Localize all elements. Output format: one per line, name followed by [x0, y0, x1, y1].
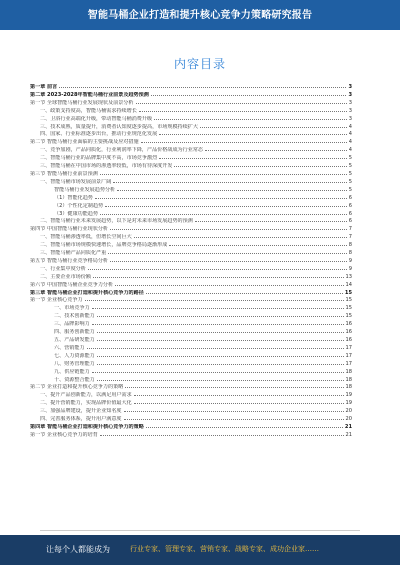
toc-entry-title: 第一节 全球智能马桶行业发展现状及前景分析: [30, 99, 134, 106]
toc-entry[interactable]: [30, 305, 352, 313]
toc-entry-title: 十、资源整合能力: [54, 376, 95, 383]
toc-entry-page: 17: [345, 344, 352, 351]
toc-leader-dots: [100, 435, 344, 436]
toc-entry[interactable]: [30, 392, 352, 400]
toc-entry-page: 4: [348, 131, 352, 138]
toc-leader-dots: [108, 253, 347, 254]
toc-entry-page: 6: [348, 210, 352, 217]
toc-entry-title: 第一章 前言: [30, 84, 58, 90]
toc-leader-dots: [87, 348, 344, 349]
footer-slogan: 让每个人都能成为: [46, 545, 110, 554]
toc-entry-page: 3: [348, 84, 352, 90]
toc-entry-page: 4: [348, 147, 352, 154]
toc-entry-page: 15: [345, 305, 352, 312]
toc-entry[interactable]: [30, 242, 352, 250]
toc-entry-title: 第四节 中国智能马桶行业现状分析: [30, 226, 109, 233]
toc-entry-page: 5: [348, 170, 352, 177]
footer-divider: [40, 530, 360, 531]
toc-entry-title: 四、服务创新能力: [54, 329, 95, 336]
toc-leader-dots: [113, 182, 346, 183]
toc-leader-dots: [139, 111, 347, 112]
toc-leader-dots: [154, 119, 347, 120]
toc-entry-title: 八、财务管理能力: [54, 360, 95, 367]
toc-entry-page: 3: [348, 99, 352, 106]
toc-entry[interactable]: [30, 313, 352, 321]
toc-entry-page: 5: [348, 178, 352, 185]
toc-entry[interactable]: [30, 100, 352, 108]
toc-entry-page: 3: [348, 115, 352, 122]
toc-entry-page: 9: [348, 265, 352, 272]
toc-entry-title: 第六节 中国智能马桶企业竞争力分析: [30, 281, 114, 288]
toc-entry-page: 6: [348, 218, 352, 225]
toc-entry-title: 智能马桶行业发展趋势分析: [54, 186, 116, 193]
toc-entry-page: 20: [345, 416, 352, 423]
toc-entry[interactable]: [30, 250, 352, 258]
toc-entry-page: 7: [348, 234, 352, 241]
toc-entry-title: （2）个性化定制趋势: [54, 202, 104, 209]
toc-leader-dots: [146, 427, 343, 428]
toc-entry[interactable]: [30, 179, 352, 187]
toc-entry-title: 三、加强品牌建设，提升企业知名度: [40, 408, 122, 415]
toc-entry[interactable]: [30, 353, 352, 361]
toc-entry-page: 17: [345, 352, 352, 359]
toc-entry-page: 15: [345, 313, 352, 320]
toc-entry-page: 18: [345, 376, 352, 383]
toc-entry-page: 20: [345, 408, 352, 415]
toc-entry[interactable]: [30, 258, 352, 266]
toc-entry-title: 二、卫浴行业高端化升级，带动智能马桶消费升级: [40, 115, 153, 122]
toc-entry-page: 4: [348, 123, 352, 130]
toc-entry-page: 5: [348, 163, 352, 170]
toc-entry-title: 二、技术创新能力: [54, 313, 95, 320]
toc-entry-title: 七、人力资源能力: [54, 352, 95, 359]
toc-entry[interactable]: [30, 187, 352, 195]
toc-entry-title: 一、政策支持度高，智能马桶需求持续增长: [40, 107, 137, 114]
footer-tagline: 行业专家、管理专家、营销专家、战略专家、成功企业家……: [130, 545, 319, 553]
toc-entry-title: 第四章 智能马桶企业打造和提升核心竞争力的策略: [30, 423, 144, 430]
toc-leader-dots: [134, 395, 344, 396]
toc-entry[interactable]: [30, 124, 352, 132]
toc-entry-page: 21: [345, 431, 352, 438]
toc-entry-page: 3: [348, 91, 352, 98]
toc-leader-dots: [195, 221, 347, 222]
toc-entry[interactable]: [30, 84, 352, 92]
toc-entry[interactable]: [30, 116, 352, 124]
toc-entry-page: 18: [345, 368, 352, 375]
toc-entry[interactable]: [30, 297, 352, 305]
toc-leader-dots: [100, 214, 347, 215]
toc-entry-page: 16: [345, 321, 352, 328]
toc-entry[interactable]: [30, 274, 352, 282]
toc-entry[interactable]: [30, 369, 352, 377]
toc-leader-dots: [110, 229, 347, 230]
toc-entry-title: 四、国家、行业标准逐步出台，推动行业规范化发展: [40, 131, 158, 138]
toc-entry[interactable]: [30, 266, 352, 274]
toc-entry-page: 18: [345, 384, 352, 391]
toc-entry-title: 第二节 智能马桶行业面临的主要挑战及应对措施: [30, 139, 139, 146]
toc-entry[interactable]: [30, 337, 352, 345]
toc-entry-page: 7: [348, 226, 352, 233]
toc-entry-title: 九、供应链能力: [54, 368, 90, 375]
toc-entry-title: 第五节 智能马桶行业竞争格局分析: [30, 257, 109, 264]
page-header: [0, 0, 400, 30]
toc-leader-dots: [88, 269, 347, 270]
toc-leader-dots: [159, 158, 347, 159]
report-title: 智能马桶企业打造和提升核心竞争力策略研究报告: [87, 10, 313, 21]
toc-leader-dots: [97, 380, 344, 381]
toc-leader-dots: [174, 166, 346, 167]
toc-entry-title: 第一节 企业核心竞争力: [30, 297, 83, 304]
toc-entry[interactable]: [30, 282, 352, 290]
toc-leader-dots: [134, 237, 347, 238]
toc-entry[interactable]: [30, 155, 352, 163]
toc-leader-dots: [110, 261, 347, 262]
toc-leader-dots: [92, 308, 344, 309]
toc-entry[interactable]: [30, 408, 352, 416]
toc-entry-title: 一、行业集中度分析: [40, 265, 86, 272]
toc-entry-page: 9: [348, 257, 352, 264]
toc-entry[interactable]: [30, 195, 352, 203]
toc-entry-page: 4: [348, 139, 352, 146]
toc-leader-dots: [92, 324, 344, 325]
toc-entry-title: 一、竞争加剧，产品同质化，行业利润率下降，产品价格战成为行业常态: [40, 147, 204, 154]
toc-entry[interactable]: [30, 384, 352, 392]
toc-entry-page: 8: [348, 242, 352, 249]
toc-leader-dots: [92, 372, 344, 373]
toc-entry-title: 第三章 智能马桶企业打造和提升核心竞争力的路径: [30, 289, 144, 296]
toc-entry[interactable]: [30, 234, 352, 242]
toc-entry-title: 二、智能马桶市场规模快速增长，品牌竞争格局逐渐形成: [40, 242, 168, 249]
toc-leader-dots: [85, 300, 344, 301]
toc-entry-title: 一、智能马桶市场发展前景广阔: [40, 178, 112, 185]
toc-entry[interactable]: [30, 432, 352, 440]
toc-entry-title: 三、智能马桶在中国市场的渗透率较低，市场有待深度开发: [40, 163, 173, 170]
toc-entry[interactable]: [30, 218, 352, 226]
toc-entry[interactable]: [30, 92, 352, 100]
toc-leader-dots: [159, 134, 347, 135]
toc-leader-dots: [97, 340, 344, 341]
toc-leader-dots: [93, 277, 344, 278]
toc-entry[interactable]: [30, 226, 352, 234]
toc-leader-dots: [105, 206, 347, 207]
toc-leader-dots: [125, 387, 343, 388]
toc-leader-dots: [146, 293, 343, 294]
toc-entry[interactable]: [30, 131, 352, 139]
toc-entry[interactable]: [30, 377, 352, 385]
toc-entry-page: 5: [348, 155, 352, 162]
toc-entry-title: 第三节 智能马桶行业前景预测: [30, 170, 98, 177]
toc-entry-page: 21: [344, 423, 352, 430]
toc-entry[interactable]: [30, 321, 352, 329]
toc-entry[interactable]: [30, 416, 352, 424]
toc-entry-title: 六、营销能力: [54, 344, 85, 351]
toc-entry-title: 第二节 企业打造和提升核心竞争力的策略: [30, 384, 124, 391]
toc-entry-page: 3: [348, 107, 352, 114]
toc-entry-title: 五、产品研发能力: [54, 337, 95, 343]
toc-leader-dots: [200, 127, 347, 128]
toc-leader-dots: [97, 364, 344, 365]
toc-entry-page: 15: [344, 289, 352, 296]
toc-leader-dots: [205, 150, 347, 151]
toc-entry-title: （1）智能化趋势: [54, 194, 93, 201]
toc-entry-page: 15: [345, 297, 352, 304]
toc-entry-page: 6: [348, 202, 352, 209]
toc-entry[interactable]: [30, 163, 352, 171]
toc-entry-title: 第一节 企业核心竞争力的培育: [30, 431, 98, 438]
toc-entry-title: （3）健康功能趋势: [54, 210, 98, 217]
toc-entry[interactable]: [30, 139, 352, 147]
toc-entry-title: 二、智能马桶行业的品牌集中度不高，市场竞争激烈: [40, 155, 158, 162]
toc-leader-dots: [97, 332, 344, 333]
toc-leader-dots: [124, 419, 344, 420]
toc-entry-page: 8: [348, 250, 352, 257]
toc-leader-dots: [169, 245, 346, 246]
toc-entry-page: 16: [345, 337, 352, 343]
toc-leader-dots: [97, 316, 344, 317]
toc-leader-dots: [134, 403, 344, 404]
toc-entry-page: 6: [348, 194, 352, 201]
toc-entry-page: 19: [345, 400, 352, 407]
toc-entry[interactable]: [30, 147, 352, 155]
toc-leader-dots: [100, 174, 347, 175]
toc-entry-title: 第二章 2023-2028年智能马桶行业前景及趋势预测: [30, 91, 149, 98]
toc-leader-dots: [97, 356, 344, 357]
toc-heading: 内容目录: [173, 57, 226, 71]
toc-entry[interactable]: [30, 171, 352, 179]
toc-entry-title: 一、市场竞争力: [54, 305, 90, 312]
toc-entry-title: 一、智能马桶渗透率低，但增长空间巨大: [40, 234, 132, 241]
toc-entry[interactable]: [30, 290, 352, 298]
toc-entry[interactable]: [30, 203, 352, 211]
toc-entry[interactable]: [30, 361, 352, 369]
toc-entry-title: 一、提升产品创新能力，以满足用户需求: [40, 392, 132, 399]
toc-entry[interactable]: [30, 345, 352, 353]
toc-entry-title: 二、主要企业市场份额: [40, 273, 91, 280]
toc-leader-dots: [115, 285, 343, 286]
toc-entry-page: 19: [345, 392, 352, 399]
toc-entry-title: 三、技术成熟，质量提升，消费者认知度逐步提高，市场规模持续扩大: [40, 123, 198, 130]
toc-leader-dots: [59, 87, 346, 88]
toc-entry-page: 16: [345, 329, 352, 336]
toc-entry[interactable]: [30, 211, 352, 219]
toc-leader-dots: [117, 190, 347, 191]
toc-entry[interactable]: [30, 329, 352, 337]
toc-entry-page: 13: [345, 273, 352, 280]
table-of-contents: [30, 84, 352, 440]
toc-leader-dots: [151, 95, 347, 96]
toc-entry-page: 17: [345, 360, 352, 367]
toc-entry-title: 二、提升营销能力，实现品牌价值最大化: [40, 400, 132, 407]
toc-entry[interactable]: [30, 424, 352, 432]
toc-leader-dots: [95, 198, 347, 199]
toc-entry-title: 三、智能马桶产品同质化严重: [40, 250, 107, 257]
toc-leader-dots: [124, 411, 344, 412]
toc-entry-title: 四、完善服务体系，提升用户满意度: [40, 416, 122, 423]
toc-leader-dots: [136, 103, 347, 104]
toc-entry-page: 5: [348, 186, 352, 193]
toc-leader-dots: [141, 142, 347, 143]
toc-entry-title: 二、智能马桶行业未来发展趋势，以下是对未来市场发展趋势的预测: [40, 218, 193, 225]
toc-entry[interactable]: [30, 400, 352, 408]
page-footer: [0, 535, 400, 565]
toc-entry-title: 三、品牌影响力: [54, 321, 90, 328]
toc-entry-page: 14: [345, 281, 352, 288]
toc-entry[interactable]: [30, 108, 352, 116]
